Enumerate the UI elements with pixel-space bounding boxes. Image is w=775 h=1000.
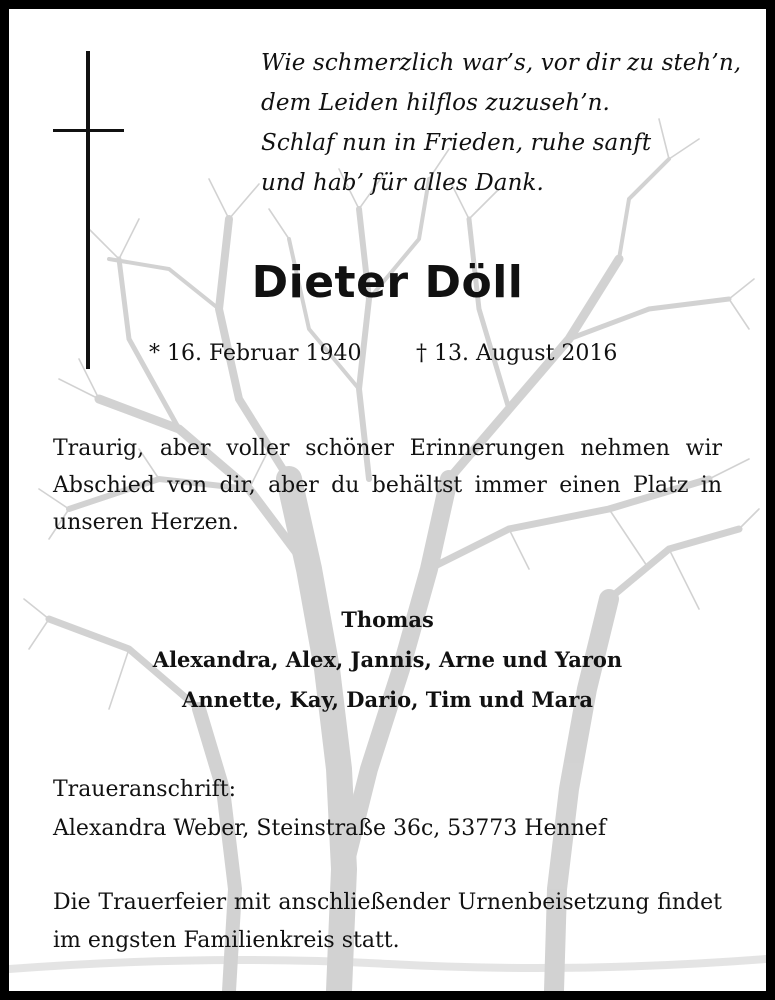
poem-line: und hab’ für alles Dank. <box>261 170 544 196</box>
message-line: Traurig, aber voller schöner Erinnerungen nehmen wir <box>53 436 722 461</box>
address-label: Traueranschrift: <box>53 777 237 802</box>
obituary-content <box>9 9 766 991</box>
family-line: Thomas <box>341 607 434 632</box>
deceased-name: Dieter Döll <box>251 257 524 308</box>
birth-date: * 16. Februar 1940 <box>149 341 362 366</box>
family-names <box>9 600 766 720</box>
memorial-poem <box>261 43 741 203</box>
farewell-message <box>53 430 722 541</box>
poem-line: Wie schmerzlich war’s, vor dir zu steh’n, <box>261 50 742 76</box>
address-value: Alexandra Weber, Steinstraße 36c, 53773 Hennef <box>53 816 606 841</box>
death-date: † 13. August 2016 <box>416 341 618 366</box>
mourning-address <box>53 770 606 848</box>
poem-line: dem Leiden hilflos zuzuseh’n. <box>261 90 610 116</box>
cross-icon <box>86 51 90 369</box>
cross-icon-bar <box>53 129 124 132</box>
message-line: Abschied von dir, aber du behältst immer einen Platz in <box>53 473 722 498</box>
poem-line: Schlaf nun in Frieden, ruhe sanft <box>261 130 652 156</box>
message-line: unseren Herzen. <box>53 510 239 535</box>
family-line: Annette, Kay, Dario, Tim und Mara <box>182 687 593 712</box>
family-line: Alexandra, Alex, Jannis, Arne und Yaron <box>152 647 623 672</box>
funeral-notice <box>53 884 722 960</box>
notice-line: im engsten Familienkreis statt. <box>53 928 400 953</box>
notice-line: Die Trauerfeier mit anschließender Urnenbeisetzung findet <box>53 890 722 915</box>
